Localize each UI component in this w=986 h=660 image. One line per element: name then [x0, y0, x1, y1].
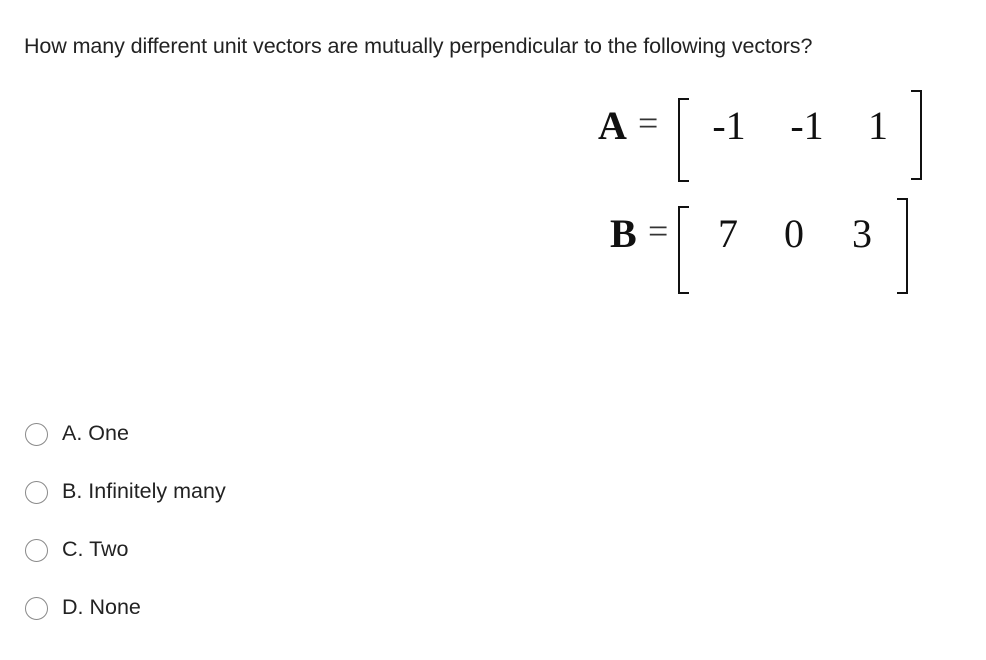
option-a-label[interactable]: A. One: [62, 421, 129, 445]
vector-a-entry-2: -1: [790, 103, 824, 148]
option-c-radio[interactable]: [25, 539, 48, 562]
option-d[interactable]: [24, 594, 424, 624]
option-b-radio[interactable]: [25, 481, 48, 504]
vector-b: [608, 196, 928, 286]
vector-b-right-bracket: [897, 198, 908, 294]
vector-a-name: A: [598, 103, 627, 148]
option-c-label[interactable]: C. Two: [62, 537, 129, 561]
vector-b-entry-1: 7: [718, 211, 738, 256]
option-a-radio[interactable]: [25, 423, 48, 446]
vector-a-entry-3: 1: [868, 103, 888, 148]
option-a[interactable]: [24, 420, 424, 450]
vector-a-left-bracket: [678, 98, 689, 182]
option-b-label[interactable]: B. Infinitely many: [62, 479, 226, 503]
vector-b-left-bracket: [678, 206, 689, 294]
question-text: How many different unit vectors are mutually perpendicular to the following vectors?: [24, 34, 813, 58]
vector-b-equals: =: [648, 211, 669, 251]
option-c[interactable]: [24, 536, 424, 566]
option-d-label[interactable]: D. None: [62, 595, 141, 619]
vector-a-equals: =: [638, 103, 659, 143]
vector-b-name: B: [610, 211, 637, 256]
vector-b-entry-2: 0: [784, 211, 804, 256]
option-b[interactable]: [24, 478, 424, 508]
vector-a-right-bracket: [911, 90, 922, 180]
vector-a: [596, 88, 936, 178]
vector-b-entry-3: 3: [852, 211, 872, 256]
option-d-radio[interactable]: [25, 597, 48, 620]
vector-a-entry-1: -1: [712, 103, 746, 148]
